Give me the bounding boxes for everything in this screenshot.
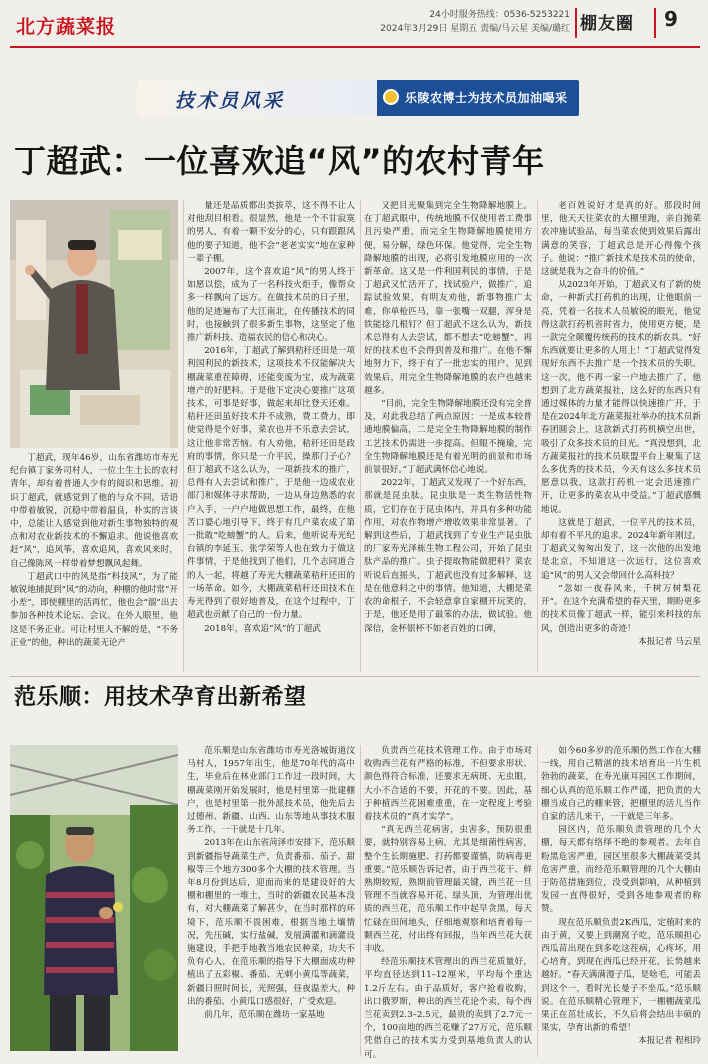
- column-divider: [537, 200, 538, 672]
- page-number: 9: [664, 7, 678, 31]
- story1-column-4: [541, 200, 701, 674]
- paragraph: “忽如一夜春风来，千树万树梨花开”。在这个充满希望的春天里，期盼更多的技术员像丁超武一样，能引来科技的东风，创造出更多的奇迹！: [541, 583, 701, 634]
- paragraph: 从2023年开始，丁超武又有了新的使命，一种新式打药机的出现，让他眼前一亮，凭着一名技术人员敏锐的眼光，他觉得这款打药机省时省力，使用更方便，是一款完全颠覆传统药的技术的新农具。“好东西就要让更多的人用上！”丁超武觉得发现好东西不去推广是一个技术员的失职。这一次，他不再一家一户地去推广了，他想到了北方蔬菜报社，这么好的东西只有通过媒体的力量才能得以快速推广开，于是在2024年北方蔬菜报社举办的技术员新春团圆会上，这款新式打药机横空出世，吸引了众多技术员的目光。“真没想到，北方蔬菜报社的技术员联盟平台上聚集了这么多优秀的技术员，今天有这么多技术员愿意以我，这款打药机一定会迅速推广开，让更多的菜农从中受益。”丁超武感慨地说。: [541, 280, 701, 515]
- story2-byline: 本报记者 程相玲: [638, 1036, 701, 1047]
- greenhouse-worker-photo-illustration: [10, 745, 178, 1051]
- story1-column-1: [10, 452, 178, 678]
- presenter-photo-illustration: [10, 200, 178, 448]
- column-divider: [360, 200, 361, 672]
- column-title: 技术员风采: [175, 90, 286, 112]
- paragraph: 经范乐顺技术管理出的西兰花质量好，平均直径达到11–12厘米，平均每个重达1.2斤左右。由于品质好，客户抢着收购，出口俄罗斯，种出的西兰花论个卖，每个西兰花卖到2.3–2.5元，最贵的卖到了2.7元一个，100亩地的西兰花赚了27万元，范乐顺凭借自己的技术实力受到基地负责人的认可。: [364, 957, 532, 1059]
- paragraph: 2016年，丁超武了解到秸秆还田是一项利国利民的新技术，这项技术不仅能解决大棚蔬菜重茬障碍，还能变废为宝，成为蔬菜增产的好肥料。于是他下定决心要推广这项技术，可事是好事，做起来却比登天还难。秸秆还田虽好技术并不成熟，费工费力，即使觉得是个好事，菜农也并不乐意去尝试，这让他非常苦恼。有人劝他，秸秆还田是政府的事情，你只是一介平民，操那门子心？但丁超武不这么认为，一项新技术的推广，总得有人去尝试和推广，于是他一边成农业部门和媒体寻求帮助，一边从身边熟悉的农户入手，一户户地做思想工作，最终，在他苦口婆心地引导下，终于有几户菜农成了第一批敢“吃螃蟹”的人。后来，他听说寿光纪台镇的李延玉、张学荣等人也在致力于做这件事情，于是他找到了他们，几个志同道合的人一起，将越了寿光大棚蔬菜秸秆还田的一场革命。如今，大棚蔬菜秸秆还田技术在寿光得到了很好地普及，在这个过程中，丁超武也贡献了自己的一份力量。: [187, 346, 355, 621]
- paragraph: 量还是品质都出类拔萃，这不得不让人对他刮目相看。很显然，他是一个不甘寂寞的男人，有着一颗不安分的心，只有跟跟风他的要子知道，他不会“老老实实”地在家种一辈子棚。: [187, 201, 355, 264]
- paragraph: 园区内，范乐顺负责管理的几个大棚，每天都有络绎不绝的参观者。去年自粉黑危害严重，园区里很多大棚蔬菜受其危害严重，而经范乐顺管理的几个大棚由于防范措施到位，没受到影响，从种植到发园一直得很好，受到各地参观者的称赞。: [541, 825, 701, 915]
- paragraph: 范乐顺是山东省潍坊市寿光洛城街道汶马村人，1957年出生，他是70年代的高中生，毕业后在林业部门工作过一段时间，大棚蔬菜刚开始发展时，他是村里第一批建棚户，也是村里第一批外派技术员，他先后去过德州、新疆、山西、山东等地从事技术服务工作，一干就是十几年。: [187, 746, 355, 836]
- paragraph: “真无西兰花病害，虫害多，预防很重要，就特别容易上病，尤其是细菌性病害，整个生长期施肥、打药都要谨慎，防病毒更重要。”范乐顺告诉记者，由于西兰花干、鲜熟期较短，熟期前管理最关键，西兰花一旦管理不当就容易开花、绿头顶，为管理出优质的西兰花，范乐顺工作中起早贪黑，每天忙碌在田间地头，仔细地观察和培育着每一颗西兰花，付出终有回报，当年西兰花大获丰收。: [364, 825, 532, 955]
- paragraph: 这就是丁超武，一位平凡的技术员，却有着不平凡的追求。2024年新年刚过，丁超武又匆匆出发了，这一次他的出发地是北京，不知道这一次远行，这位喜欢追“风”的男人又会带回什么高科技？: [541, 517, 701, 581]
- paragraph: 丁超武，现年46岁，山东省潍坊市寿光纪台镇丁家务司村人，一位土生土长的农村青年，却有着普通人少有的阅识和思维。初识丁超武，就感觉到了他的与众不同，话语中带着敏锐，沉稳中带着温良，朴实的言谈中，总能让人感觉到他对新生事物独特的观点和对农业新技术的不懈追求。他说他喜欢赶“风”，追风筝，喜欢追风，喜欢风来时，自己像陈风一样带着梦想飘风起舞。: [10, 453, 178, 569]
- paragraph: 又把目光聚集到完全生物降解地膜上。在丁超武眼中，传统地膜不仅使用者工费事且污染严重，而完全生物降解地膜使用方便，易分解，绿色环保。他觉得，完全生物降解地膜的出现，必将引发地膜应用的一次新革命。这又是一件利国利民的事情，于是丁超武又忙活开了，找试验户，做推广，追踪试验效果，有明友劝他，新事物推广太难，你单枪匹马，靠一张嘴一双腿，浑身是铁能捻几根钉？但丁超武不这么认为，新技术总得有人去尝试，都不想去“吃螃蟹”，再好的技术也不会得到普及和推广。在他不懈地努力下，终于有了一批忠实的用户。见到效果后，用完全生物降解地膜的农户也越来越多。: [364, 201, 532, 396]
- masthead: [0, 0, 708, 46]
- story2-column-2: [364, 745, 532, 1059]
- paragraph: 2007年，这个喜欢追“风”的男人终于如愿以偿，成为了一名科技火炬手，像帮众多一样飘向了远方。在做技术员的日子里，他的足迹遍布了大江南北，在传播技术的同时，也接触到了很多新生事物，这坚定了他推广新科技、造福农民的信心和决心。: [187, 267, 355, 344]
- paragraph: 2022年，丁超武又发现了一个好东西，那就是昆虫肽。昆虫肽是一类生物活性物质，它们存在于昆虫体内，并具有多种功能作用，对农作物增产增收效果非常显著。了解到这些后，丁超武找到了专业生产昆虫肽的厂家寿光泽栋生物工程公司，开始了昆虫肽产品的推广。虫子提取物能做肥料？菜农听说后直摇头，丁超武也没有过多解释，这是在他意料之中的事情。他知道，大棚是菜农的命根子，不会轻意拿自家棚开玩笑的，于是，他还是用了最笨的办法，做试验。他深信，金杯银杯不如老百姓的口碑，: [364, 478, 532, 634]
- story2-headline: 范乐顺：用技术孕育出新希望: [14, 685, 307, 710]
- story1-column-2: [187, 200, 355, 674]
- banner-bullet-icon: [383, 89, 399, 105]
- paragraph: 2018年，喜欢追“风”的丁超武: [204, 623, 321, 634]
- column-divider: [183, 200, 184, 672]
- story1-column-3: [364, 200, 532, 674]
- paragraph: 如今60多岁的范乐顺仍然工作在大棚一线，用自己精湛的技术培育出一片生机勃勃的蔬菜，在寿光康耳园区工作期间，细心认真的范乐顺工作严谨，把负责的大棚当成自己的棚来管，把棚里的活儿当作自家的活儿来干，一干就是三年多。: [541, 746, 701, 823]
- masthead-divider: [575, 8, 577, 38]
- paragraph: 前几年，范乐顺在潍坊一家基地: [204, 1010, 325, 1021]
- paragraph: 现在范乐顺负责2K西瓜，定植时来的由于黄，又要上到潮窝子吃，范乐顺担心西瓜苗出现在到多吃这茬病，心疼坏，用心培育，到现在西瓜已经开花，长势越来越好。“春天满满漫子瓜，是啥毛，可能丢到这个一，看时光长曼子不坐瓜。”范乐顺说。在范乐顺精心管理下，一棚棚蔬菜瓜果正在茁壮成长，不久后将会结出丰硕的果实，孕育出新的希望！: [541, 917, 701, 1034]
- story2-photo: [10, 745, 178, 1051]
- masthead-meta: [360, 8, 570, 36]
- hotline-text: 24小时服务热线：0536-5253221: [429, 10, 570, 20]
- story1-headline: 丁超武：一位喜欢追“风”的农村青年: [14, 142, 545, 180]
- banner-subtitle: 乐陵农博士为技术员加油喝采: [405, 91, 568, 105]
- column-divider: [537, 745, 538, 1057]
- paragraph: 2013年在山东省菏泽市安排下，范乐顺到新疆指导蔬菜生产，负责番茄、茄子、甜椒等三个地方300多个大棚的技术管理。当年8月份到达后，迎面而来的是建设好的大棚和棚里的一堆土，当时的新疆农民基本没有，对大棚蔬菜了解甚少，在当时那样的环境下，范乐顺不畏困难，根据当地土壤情况，先压碱，实行盐碱，发展满灌和滴灌设施建设，手把手地教当地农民种菜，功夫不负有心人，在范乐顺的指导下大棚面成功种植出了五彩椒、番茄、无刺小黄瓜等蔬菜，新疆日照时间长，光照强，昼夜温差大，种出的番茄、小黄瓜口感很好，广受欢迎。: [187, 838, 355, 1007]
- column-divider: [360, 745, 361, 1057]
- story1-byline: 本报记者 马云星: [638, 636, 701, 647]
- masthead-divider: [654, 8, 656, 38]
- story2-column-3: [541, 745, 701, 1059]
- paragraph: “目前，完全生物降解地膜还没有完全普及，对此我总结了两点原因：一是成本较普通地膜偏高，二是完全生物降解地膜的制作工艺技术仍需进一步提高。但眼不掩瑜，完全生物降解地膜还是有着光明的前景和市场前景很好。”丁超武满怀信心地说。: [364, 399, 532, 476]
- date-line: 2024年3月29日 星期五 责编/马云星 美编/璐红: [380, 24, 570, 34]
- story2-column-1: [187, 745, 355, 1059]
- newspaper-title: 北方蔬菜报: [16, 16, 117, 38]
- column-banner: [137, 80, 579, 116]
- story-divider: [10, 676, 700, 677]
- masthead-rule: [10, 46, 700, 48]
- paragraph: 丁超武口中的风是指“科技风”，为了能敏锐地捕捉到“风”的动向，种棚的他时常“开小差”，即使棚里的活再忙，他也会“溜”出去参加各种技术论坛、会议。在外人眼里，他这是不务正业。可让村里人不解的是，“不务正业”的他，种出的蔬菜无论产: [10, 571, 178, 648]
- paragraph: 负责西兰花技术管理工作。由于市场对收购西兰花有严格的标准，不但要求形状、颜色得符合标准，还要求无病斑、无虫眼，大小不合适的不要，开花的不要。因此，基于种植西兰花困难重重，在一定程度上考验着技术员的“真才实学”。: [364, 746, 532, 823]
- paragraph: 老百姓说好才是真的好。那段时间里，他天天往菜农的大棚里跑，亲自抛菜农冲施试验品，每当菜农使到效果后露出满意的笑容，丁超武总是开心得像个孩子。他说：“推广新技术是技术员的使命，这就是我为之奋斗的价值。”: [541, 201, 701, 278]
- story1-photo: [10, 200, 178, 448]
- section-name: 棚友圈: [580, 14, 634, 34]
